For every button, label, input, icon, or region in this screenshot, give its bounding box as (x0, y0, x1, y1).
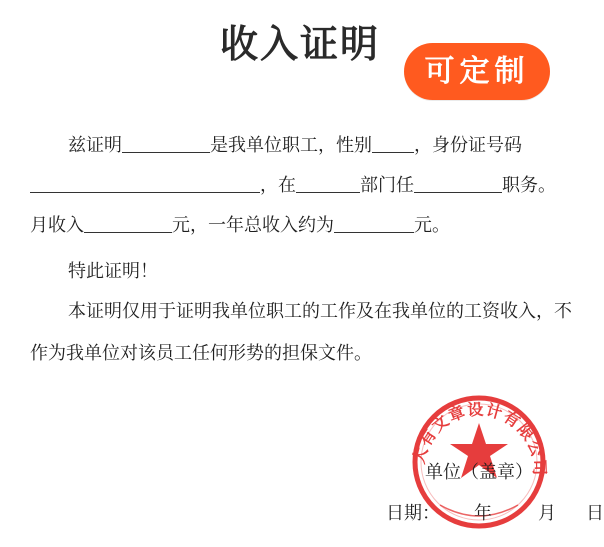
date-line (386, 500, 604, 528)
blank-department (296, 176, 360, 193)
line3-part-b: 元，一年总收入约为 (172, 215, 334, 236)
line1-part-c: ，身份证号码 (414, 135, 522, 156)
line1-part-b: 是我单位职工，性别 (210, 135, 372, 156)
blank-annual-income (334, 216, 414, 233)
date-month: 月 (538, 503, 556, 524)
paragraph-line-6: 作为我单位对该员工任何形势的担保文件。 (30, 343, 372, 364)
blank-position (414, 176, 502, 193)
line3-part-a: 月收入 (30, 215, 84, 236)
date-day-blank (556, 505, 586, 521)
paragraph-line-3 (30, 212, 570, 240)
seal-company-name: 大有文章设计有限公司 (409, 399, 550, 477)
paragraph-line-2 (30, 172, 570, 200)
blank-gender (372, 136, 414, 153)
customizable-badge (404, 43, 550, 100)
date-year-blank (440, 505, 474, 521)
paragraph-line-5: 本证明仅用于证明我单位职工的工作及在我单位的工资收入，不 (68, 301, 572, 322)
date-month-blank (492, 505, 538, 521)
unit-seal-label: 单位（盖章） (425, 462, 533, 483)
date-label: 日期： (386, 503, 440, 524)
blank-id-number (30, 176, 260, 193)
date-year: 年 (474, 503, 492, 524)
blank-monthly-income (84, 216, 172, 233)
date-day: 日 (586, 503, 604, 524)
paragraph-line-1 (30, 132, 570, 160)
line1-part-a: 兹证明 (68, 135, 122, 156)
badge-label: 可定制 (424, 54, 530, 89)
line2-part-a: ，在 (260, 175, 296, 196)
paragraph-line-4: 特此证明！ (68, 261, 158, 282)
line2-part-c: 职务。 (502, 175, 556, 196)
line2-part-b: 部门任 (360, 175, 414, 196)
blank-name (122, 136, 210, 153)
line3-part-c: 元。 (414, 215, 450, 236)
page-title: 收入证明 (219, 22, 380, 66)
